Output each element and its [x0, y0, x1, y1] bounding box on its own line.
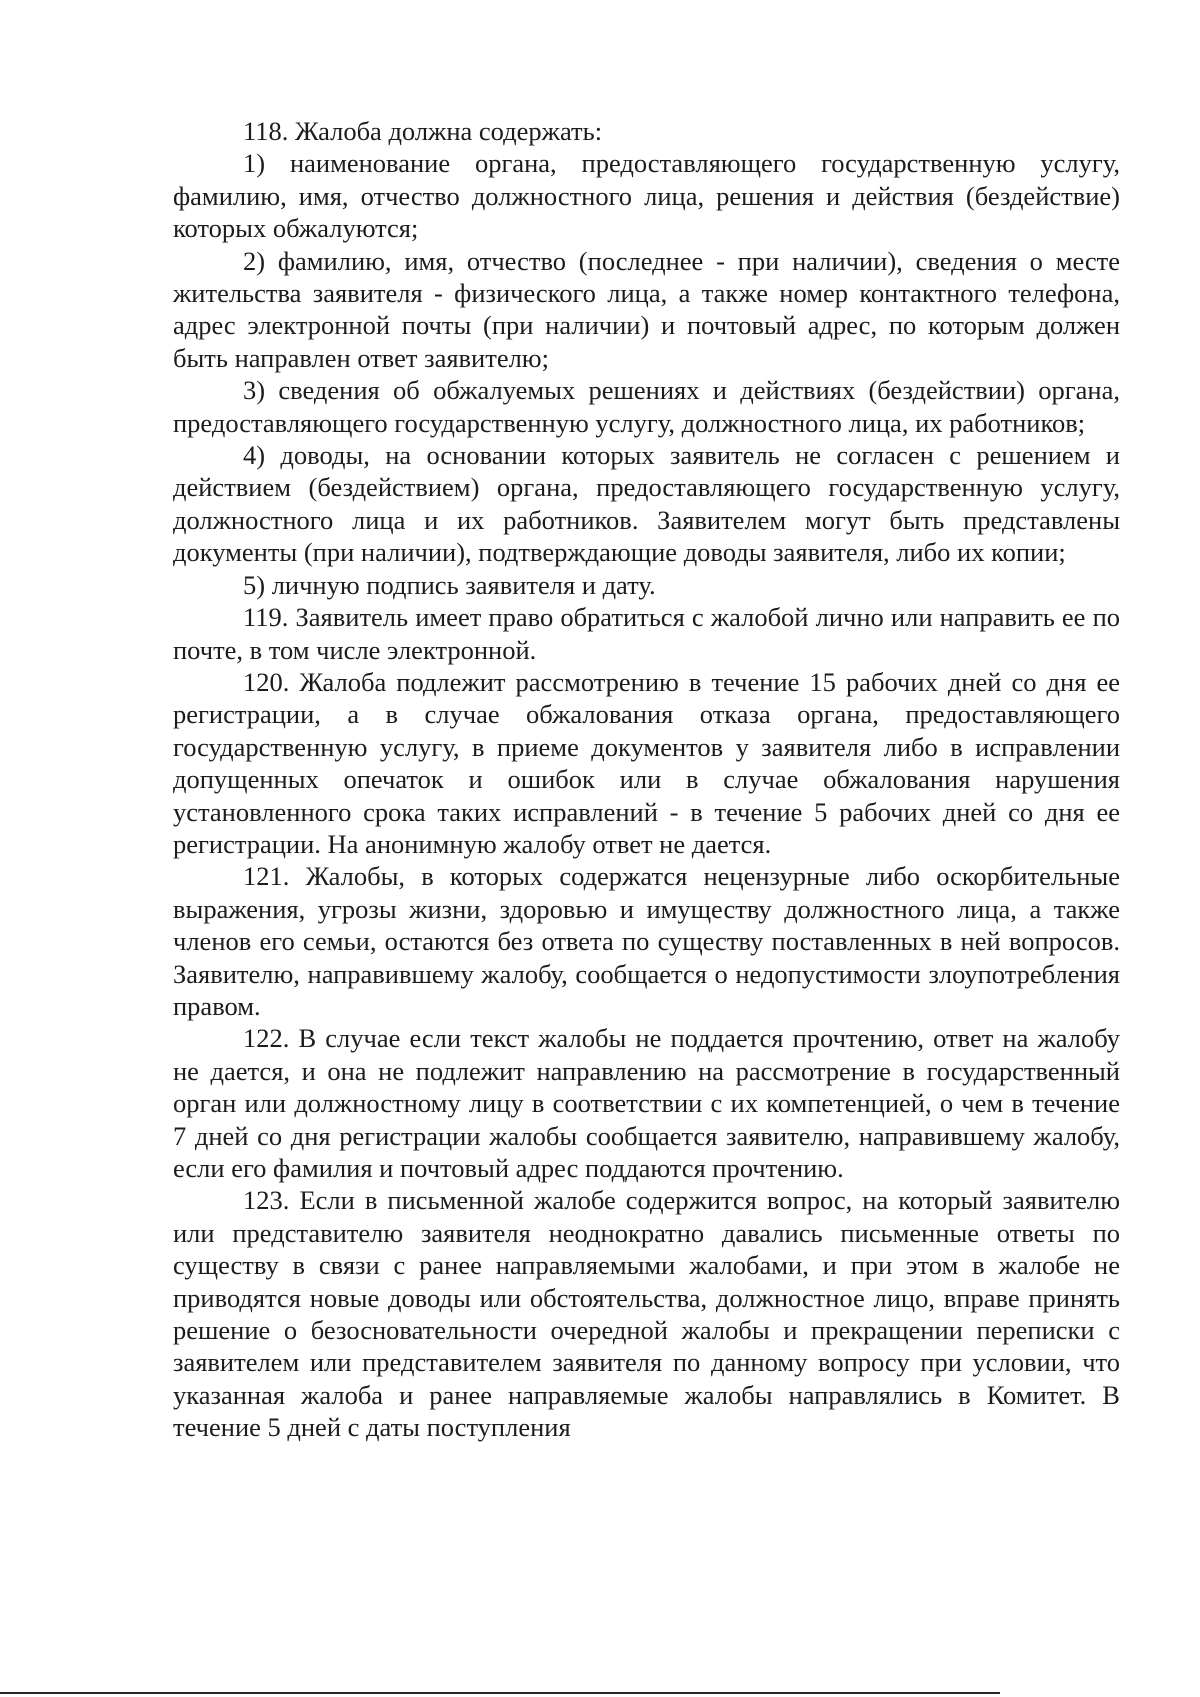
paragraph-item-4: 4) доводы, на основании которых заявитель не согласен с решением и действием (бездействием) органа, предоставляющего государственную услугу, должностного лица и их работников. Заявителем могут быть представлены документы (при наличии), подтверждающие доводы заявителя, либо их копии;: [173, 440, 1120, 568]
paragraph-118: 118. Жалоба должна содержать:: [243, 116, 603, 146]
paragraph-122: 122. В случае если текст жалобы не поддается прочтению, ответ на жалобу не дается, и она не подлежит направлению на рассмотрение в государственный орган или должностному лицу в соответствии с их компетенцией, о чем в течение 7 дней со дня регистрации жалобы сообщается заявителю, направившему жалобу, если его фамилия и почтовый адрес поддаются прочтению.: [173, 1023, 1120, 1183]
paragraph-121: 121. Жалобы, в которых содержатся нецензурные либо оскорбительные выражения, угрозы жизни, здоровью и имуществу должностного лица, а также членов его семьи, остаются без ответа по существу поставленных в ней вопросов. Заявителю, направившему жалобу, сообщается о недопустимости злоупотребления правом.: [173, 861, 1120, 1021]
document-body: [173, 115, 1120, 1444]
paragraph-119: 119. Заявитель имеет право обратиться с жалобой лично или направить ее по почте, в том числе электронной.: [173, 602, 1120, 665]
paragraph-123: 123. Если в письменной жалобе содержится вопрос, на который заявителю или представителю заявителя неоднократно давались письменные ответы по существу в связи с ранее направляемыми жалобами, и при этом в жалобе не приводятся новые доводы или обстоятельства, должностное лицо, вправе принять решение о безосновательности очередной жалобы и прекращении переписки с заявителем или представителем заявителя по данному вопросу при условии, что указанная жалоба и ранее направляемые жалобы направлялись в Комитет. В течение 5 дней с даты поступления: [173, 1185, 1120, 1443]
paragraph-120: 120. Жалоба подлежит рассмотрению в течение 15 рабочих дней со дня ее регистрации, а в случае обжалования отказа органа, предоставляющего государственную услугу, в приеме документов у заявителя либо в исправлении допущенных опечаток и ошибок или в случае обжалования нарушения установленного срока таких исправлений - в течение 5 рабочих дней со дня ее регистрации. На анонимную жалобу ответ не дается.: [173, 666, 1120, 859]
scan-edge-line: [0, 1692, 1000, 1694]
paragraph-item-3: 3) сведения об обжалуемых решениях и действиях (бездействии) органа, предоставляющего государственную услугу, должностного лица, их работников;: [173, 375, 1120, 438]
paragraph-item-5: 5) личную подпись заявителя и дату.: [243, 569, 656, 600]
paragraph-item-1: 1) наименование органа, предоставляющего государственную услугу, фамилию, имя, отчество должностного лица, решения и действия (бездействие) которых обжалуются;: [173, 148, 1120, 244]
paragraph-item-2: 2) фамилию, имя, отчество (последнее - при наличии), сведения о месте жительства заявителя - физического лица, а также номер контактного телефона, адрес электронной почты (при наличии) и почтовый адрес, по которым должен быть направлен ответ заявителю;: [173, 245, 1120, 373]
